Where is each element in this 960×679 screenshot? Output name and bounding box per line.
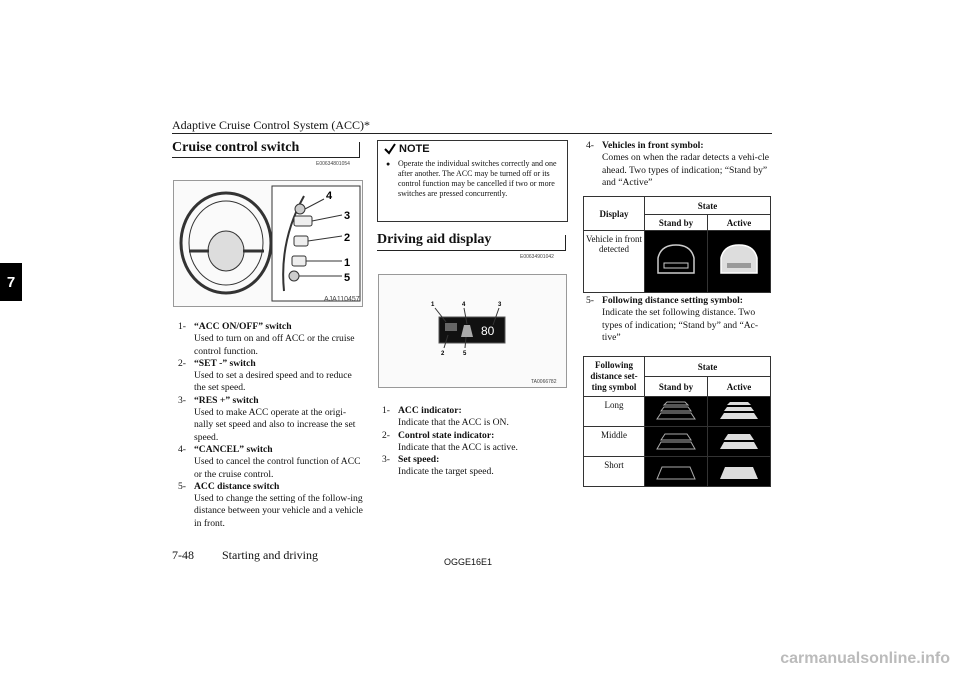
watermark: carmanualsonline.info (780, 650, 950, 667)
section-title-driving-aid: Driving aid display (377, 232, 492, 247)
standby-car-image (645, 231, 708, 293)
note-header (378, 141, 567, 157)
callout-3: 3 (344, 210, 351, 222)
header-rule (172, 133, 772, 134)
following-distance-table (583, 356, 771, 487)
list-item: 1- ACC indicator: Indicate that the ACC is ON. (382, 405, 509, 429)
switch-list (178, 321, 363, 530)
table-header-active: Active (708, 215, 771, 231)
row-label: Vehicle in front detected (584, 231, 645, 293)
long-active-symbol (708, 397, 771, 427)
row-label: Middle (584, 427, 645, 457)
middle-active-symbol (708, 427, 771, 457)
section-tick (565, 235, 566, 251)
table-header-state: State (645, 357, 771, 377)
table-row (584, 427, 771, 457)
note-label: NOTE (399, 143, 430, 155)
section-rule (172, 157, 360, 158)
callout-2: 2 (344, 232, 351, 244)
row-label: Long (584, 397, 645, 427)
list-item: 5- ACC distance switch Used to change the setting of the follow-ing distance between your vehicle and a vehicle in front. (178, 480, 363, 529)
table-header-symbol: Following distance set-ting symbol (584, 357, 645, 397)
table-header-standby: Stand by (645, 215, 708, 231)
page-number: 7-48 (172, 548, 194, 562)
bullet-icon: ● (386, 160, 391, 168)
list-item: 1- “ACC ON/OFF” switch Used to turn on and off ACC or the cruise control function. (178, 321, 355, 357)
table-row (584, 397, 771, 427)
figure-code: AJA110457 (324, 296, 360, 303)
item-5-block: 5- Following distance setting symbol: Indicate the set following distance. Two types of indication; “Stand by” and “Ac-tive” (586, 295, 759, 343)
long-standby-symbol (645, 397, 708, 427)
table-header-active: Active (708, 377, 771, 397)
callout-2: 2 (441, 351, 445, 357)
set-speed-value: 80 (481, 324, 495, 338)
vehicles-front-table (583, 196, 771, 293)
table-header-state: State (645, 197, 771, 215)
table-row (584, 457, 771, 487)
active-car-image (708, 231, 771, 293)
middle-standby-symbol (645, 427, 708, 457)
car-rear-filled-icon (709, 233, 769, 288)
list-item: 3- “RES +” switch Used to make ACC operate at the origi-nally set speed and also to increase the set speed. (178, 394, 356, 443)
callout-5: 5 (463, 351, 467, 357)
table-header-display: Display (584, 197, 645, 231)
chapter-tab: 7 (0, 263, 22, 301)
item-4-block: 4- Vehicles in front symbol: Comes on when the radar detects a vehi-cle ahead. Two types of indication; “Stand by” and “Active” (586, 140, 770, 188)
display-illustration (379, 275, 566, 387)
figure-code: TA0066782 (531, 379, 557, 385)
short-standby-symbol (645, 457, 708, 487)
footer-section: Starting and driving (222, 548, 318, 562)
callout-4: 4 (326, 190, 333, 202)
section-code: E00634801054 (316, 161, 350, 167)
list-item: 2- “SET -” switch Used to set a desired speed and to reduce the set speed. (178, 357, 352, 394)
steering-wheel-illustration (174, 181, 362, 306)
callout-4: 4 (462, 302, 466, 308)
table-header-standby: Stand by (645, 377, 708, 397)
note-box (377, 140, 568, 222)
section-code: E00634901042 (520, 254, 554, 260)
callout-1: 1 (431, 302, 435, 308)
car-rear-outline-icon (646, 233, 706, 288)
page-footer (172, 548, 318, 563)
doc-code: OGGE16E1 (444, 557, 493, 567)
callout-5: 5 (344, 272, 351, 284)
callout-1: 1 (344, 257, 351, 269)
note-text: Operate the individual switches correctly and one after another. The ACC may be turned off or its control function may be cancelled if two or more switches are pressed concurrently. (398, 159, 557, 198)
steering-wheel-figure (173, 180, 363, 307)
list-item: 2- Control state indicator: Indicate that the ACC is active. (382, 429, 518, 453)
page-header: Adaptive Cruise Control System (ACC)* (172, 118, 370, 132)
row-label: Short (584, 457, 645, 487)
callout-3: 3 (498, 302, 502, 308)
short-active-symbol (708, 457, 771, 487)
table-row (584, 231, 771, 293)
section-rule (377, 250, 566, 251)
display-list (382, 405, 567, 479)
driving-aid-figure (378, 274, 567, 388)
section-title-cruise-switch: Cruise control switch (172, 140, 300, 155)
section-tick (359, 142, 360, 158)
note-check-icon (384, 143, 396, 155)
list-item: 4- “CANCEL” switch Used to cancel the control function of ACC or the cruise control. (178, 443, 361, 480)
note-body (378, 157, 567, 203)
list-item: 3- Set speed: Indicate the target speed. (382, 454, 494, 478)
